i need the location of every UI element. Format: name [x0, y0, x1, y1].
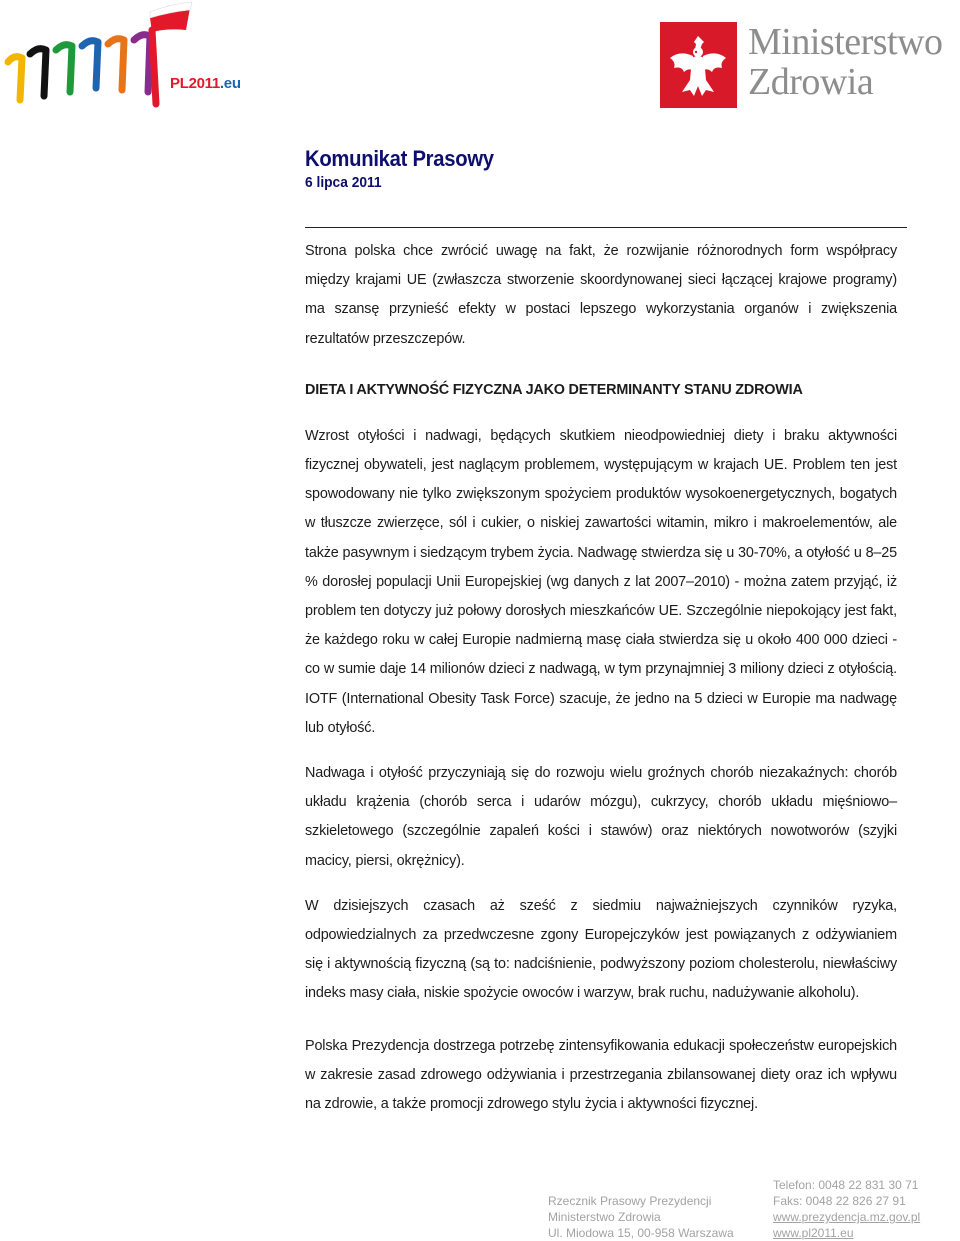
paragraph-presidency: Polska Prezydencja dostrzega potrzebę zintensyfikowania edukacji społeczeństw europejskich w zakresie zasad zdrowego odżywiania i przestrzegania zbilansowanej diety oraz ich wpływu na zdrowie, a także promocji zdrowego stylu życia i aktywności fizycznej.	[305, 1037, 897, 1113]
footer-spokesperson: Rzecznik Prasowy Prezydencji	[548, 1194, 712, 1208]
paragraph-obesity: Wzrost otyłości i nadwagi, będących skutkiem nieodpowiedniej diety i braku aktywności fizycznej obywateli, jest naglącym problemem, występującym w krajach UE. Problem ten jest spowodowany nie tylko zwiększonym spożyciem produktów wysokoenergetycznych, bogatych w tłuszcze zwierzęce, sól i cukier, o niskiej zawartości witamin, mikro i makroelementów, ale także pasywnym i siedzącym trybem życia. Nadwagę stwierdza się u 30-70%, a otyłość u 8–25 % dorosłej populacji Unii Europejskiej (wg danych z lat 2007–2010) - można zatem przyjąć, iż problem ten dotyczy już połowy dorosłych mieszkańców UE. Szczególnie niepokojący jest fakt, że każdego roku w całej Europie nadmierną masę ciała stwierdza się u około 400 000 dzieci - co w sumie daje 14 milionów dzieci z nadwagą, w tym przynajmniej 3 miliony dzieci z otyłością. IOTF (International Obesity Task Force) szacuje, że jedno na 5 dzieci w Europie ma nadwagę lub otyłość.	[305, 427, 897, 736]
footer-link-pl2011[interactable]: www.pl2011.eu	[773, 1226, 854, 1240]
footer-phone: Telefon: 0048 22 831 30 71	[773, 1178, 919, 1192]
section-heading: DIETA I AKTYWNOŚĆ FIZYCZNA JAKO DETERMINANTY STANU ZDROWIA	[305, 381, 803, 398]
footer-street: Ul. Miodowa 15, 00-958 Warszawa	[548, 1226, 734, 1240]
footer-ministry: Ministerstwo Zdrowia	[548, 1210, 661, 1224]
footer-link-prezydencja[interactable]: www.prezydencja.mz.gov.pl	[773, 1210, 921, 1224]
pl2011-logo-suffix: .eu	[219, 75, 241, 92]
polish-eagle-emblem-icon	[660, 22, 737, 108]
pl2011-logo-text	[170, 75, 241, 92]
ministry-of-health-logo	[660, 22, 960, 112]
ministry-name	[748, 22, 943, 102]
pl2011-logo	[0, 0, 240, 110]
footer-contact-details	[773, 1177, 920, 1241]
intro-paragraph: Strona polska chce zwrócić uwagę na fakt, że rozwijanie różnorodnych form współpracy między krajami UE (zwłaszcza stworzenie skoordynowanej sieci łączącej krajowe programy) ma szansę przynieść efekty w postaci lepszego wykorzystania organów i zwiększenia rezultatów przeszczepów.	[305, 243, 897, 347]
ministry-name-line2: Zdrowia	[748, 61, 874, 103]
pl2011-presidency-logo-icon	[0, 0, 240, 110]
footer-contact-address	[548, 1193, 734, 1241]
paragraph-diseases: Nadwaga i otyłość przyczyniają się do rozwoju wielu groźnych chorób niezakaźnych: chorób układu krążenia (chorób serca i udarów mózgu), cukrzycy, chorób układu mięśniowo–szkieletowego (szczególnie zapaleń kości i stawów) oraz niektórych nowotworów (szyjki macicy, piersi, okrężnicy).	[305, 765, 897, 869]
press-release-body	[305, 237, 897, 1119]
pl2011-logo-main: PL2011	[170, 75, 220, 92]
header-divider	[305, 227, 907, 228]
page-title: Komunikat Prasowy	[305, 146, 494, 171]
footer-fax: Faks: 0048 22 826 27 91	[773, 1194, 906, 1208]
paragraph-risk-factors: W dzisiejszych czasach aż sześć z siedmiu najważniejszych czynników ryzyka, odpowiedzialnych za przedwczesne zgony Europejczyków jest powiązanych z odżywianiem się i aktywnością fizyczną (są to: nadciśnienie, podwyższony poziom cholesterolu, niewłaściwy indeks masy ciała, niskie spożycie owoców i warzyw, brak ruchu, nadużywanie alkoholu).	[305, 897, 897, 1002]
release-date: 6 lipca 2011	[305, 175, 382, 191]
ministry-name-line1: Ministerstwo	[748, 21, 943, 63]
eagle-emblem-box	[660, 22, 737, 108]
